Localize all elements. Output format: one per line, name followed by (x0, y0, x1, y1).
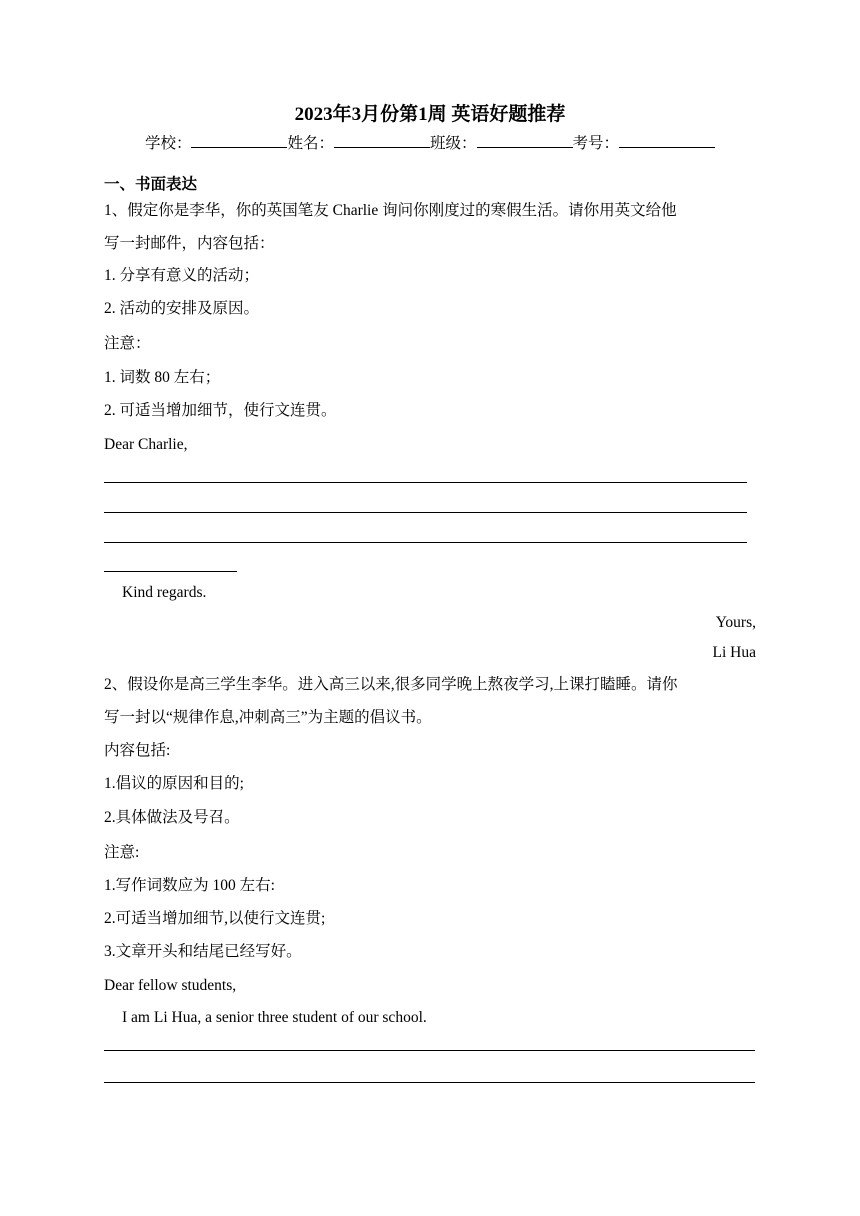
q2-note-label: 注意: (104, 844, 140, 861)
exam-no-label: 考号： (572, 135, 620, 152)
section-heading: 一、书面表达 (104, 176, 198, 193)
q1-answer-line[interactable] (104, 512, 747, 513)
name-label: 姓名： (287, 135, 334, 152)
q1-note2: 2. 可适当增加细节，使行文连贯。 (104, 402, 337, 419)
q2-point1: 1.倡议的原因和目的; (104, 775, 244, 792)
q1-answer-line[interactable] (104, 571, 237, 572)
school-label: 学校： (144, 135, 192, 152)
q1-note-label: 注意： (104, 335, 151, 352)
q1-prompt-line2: 写一封邮件，内容包括： (104, 235, 275, 252)
q1-sign-yours: Yours, (715, 614, 756, 631)
q2-prompt-line1: 2、假设你是高三学生李华。进入高三以来,很多同学晚上熬夜学习,上课打瞌睡。请你 (104, 676, 678, 693)
exam-no-blank[interactable] (619, 132, 715, 148)
q1-closing: Kind regards. (122, 584, 207, 601)
q1-salutation: Dear Charlie, (104, 436, 188, 453)
page-title: 2023年3月份第1周 英语好题推荐 (294, 104, 566, 125)
q2-prompt-line2: 写一封以“规律作息,冲刺高三”为主题的倡议书。 (104, 709, 432, 726)
class-blank[interactable] (477, 132, 573, 148)
student-info-row (0, 132, 860, 155)
q2-point2: 2.具体做法及号召。 (104, 809, 240, 826)
q1-answer-line[interactable] (104, 482, 747, 483)
q2-opening: I am Li Hua, a senior three student of our school. (122, 1009, 427, 1026)
q2-answer-line[interactable] (104, 1050, 755, 1051)
q2-content-label: 内容包括: (104, 742, 171, 759)
q1-note1: 1. 词数 80 左右； (104, 369, 221, 386)
q1-point2: 2. 活动的安排及原因。 (104, 300, 260, 317)
q2-answer-line[interactable] (104, 1082, 755, 1083)
school-blank[interactable] (191, 132, 287, 148)
q1-answer-line[interactable] (104, 542, 747, 543)
q2-note3: 3.文章开头和结尾已经写好。 (104, 943, 302, 960)
q1-point1: 1. 分享有意义的活动； (104, 267, 260, 284)
q1-prompt-line1: 1、假定你是李华，你的英国笔友 Charlie 询问你刚度过的寒假生活。请你用英文给他 (104, 202, 677, 219)
q1-sign-name: Li Hua (712, 644, 756, 661)
class-label: 班级： (430, 135, 477, 152)
q2-salutation: Dear fellow students, (104, 977, 237, 994)
name-blank[interactable] (334, 132, 430, 148)
q2-note2: 2.可适当增加细节,以使行文连贯; (104, 910, 326, 927)
q2-note1: 1.写作词数应为 100 左右: (104, 877, 275, 894)
